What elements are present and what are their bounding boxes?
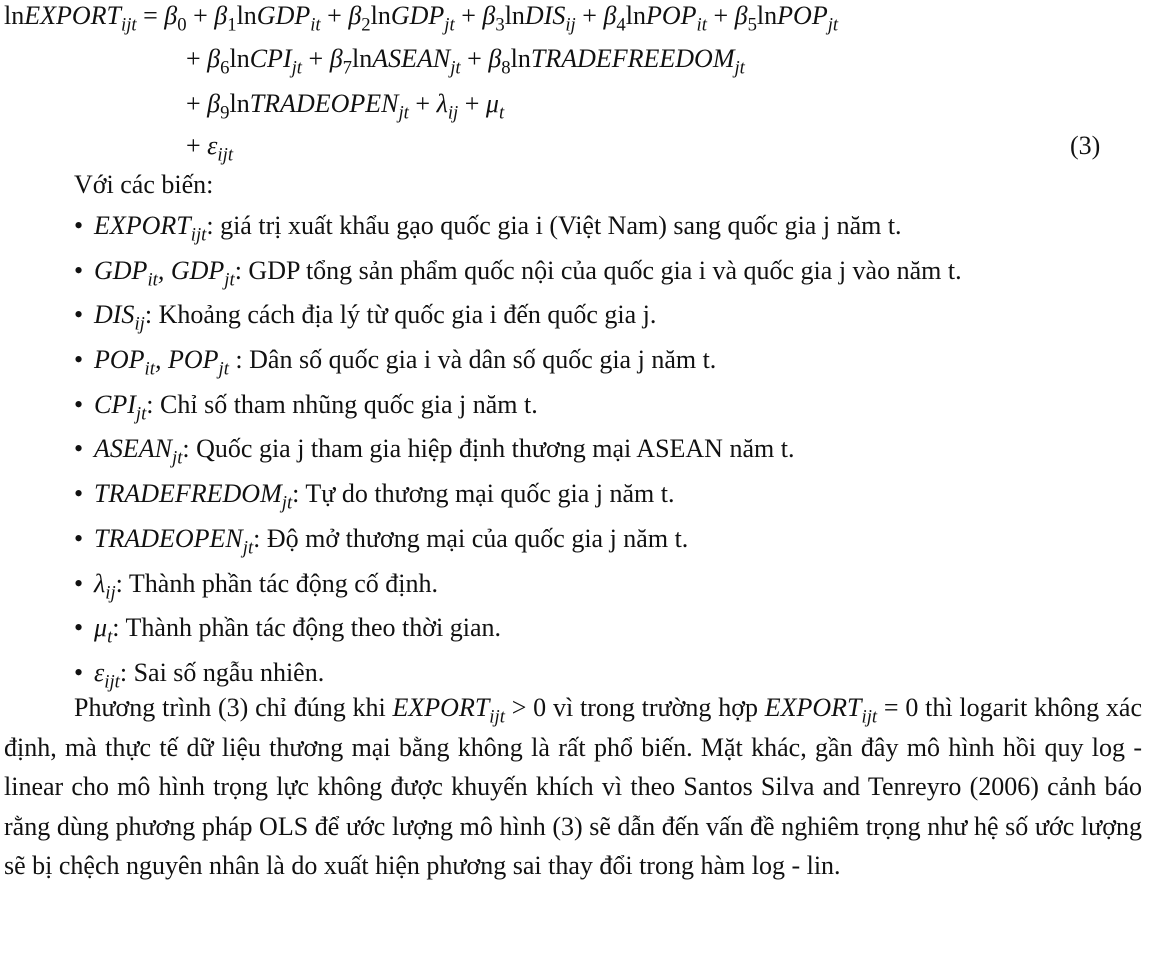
variable-description: : Thành phần tác động cố định. [115,568,438,598]
variable-item [74,568,962,613]
equation-token: β [482,1,496,30]
equation-token: CPI [249,44,292,73]
variable-description: : Sai số ngẫu nhiên. [119,657,325,687]
variable-symbol-token: λ [94,568,106,598]
variable-item [74,523,962,568]
bullet-icon: • [74,613,84,643]
equation-token: TRADEOPEN [249,89,399,118]
variable-item [74,478,962,523]
equation-token: + [575,1,604,30]
equation-token: = [136,1,165,30]
equation-token: it [310,14,321,36]
variable-item [74,344,962,389]
equation-token: + [460,44,489,73]
variable-symbol-token: ij [134,313,145,335]
variable-symbol [94,389,147,425]
variable-item [74,433,962,478]
variable-item [74,255,962,300]
equation-token: β [488,44,502,73]
equation-token: ln [756,1,778,30]
equation-token: it [696,14,707,36]
equation-token: + [706,1,735,30]
equation-token: β [329,44,343,73]
equation-token: + [302,44,330,73]
equation-token: 2 [361,14,371,36]
variable-symbol-token: t [107,626,113,648]
variable-description: : Dân số quốc gia i và dân số quốc gia j năm t. [228,345,717,375]
variable-symbol-token: POP [94,345,145,375]
equation-token: 3 [495,14,505,36]
equation-token: + [320,1,349,30]
variable-symbol-token: GDP [170,255,225,285]
equation-token: ln [229,89,250,118]
equation-token: β [734,1,748,30]
variable-symbol [94,657,120,693]
equation-token: λ [436,89,448,118]
equation-token: 0 [177,14,187,36]
equation-token: + [186,131,208,160]
equation-token: ijt [121,14,137,36]
equation-token: ln [236,1,257,30]
equation-token: + [454,1,483,30]
equation-token: ASEAN [372,44,451,73]
variable-symbol [94,434,183,469]
bullet-icon: • [74,479,84,509]
equation-token: jt [734,57,745,79]
equation-token: β [214,1,228,30]
variable-symbol [94,211,207,246]
variable-symbol-token: POP [167,345,219,375]
variable-symbol [94,255,235,291]
equation-number: (3) [1070,131,1101,160]
variable-symbol [94,300,145,335]
equation-token: jt [398,102,409,124]
variable-symbol [94,568,116,604]
variable-symbol-token: jt [218,358,229,380]
equation-token: ij [447,102,459,124]
equation-token: POP [777,1,828,30]
equation-token: 7 [342,57,352,79]
para-symbol-export-2: $EXPORT_{ijt}$ [764,693,878,728]
variable-item [74,210,962,255]
equation-token: ln [370,1,391,30]
equation-token: 1 [227,14,237,36]
variable-symbol [94,479,293,514]
bullet-icon: • [74,434,84,464]
variable-symbol-token: it [147,269,158,291]
equation-token: POP [645,1,697,30]
variable-symbol-token: , [154,345,168,375]
variable-symbol-token: EXPORT [94,211,191,240]
bullet-icon: • [74,300,84,330]
variable-symbol-token: TRADEOPEN [94,523,243,553]
variable-symbol [94,613,113,648]
variable-symbol-token: jt [281,492,293,514]
equation-token: 5 [747,14,757,36]
equation-token: ln [229,44,250,73]
equation-line-2 [186,43,745,79]
variable-symbol-token: jt [135,403,147,425]
equation-token: GDP [390,1,445,30]
variable-symbol-token: ijt [190,224,207,246]
equation-token: + [186,89,208,118]
variable-symbol-token: ASEAN [94,434,172,464]
equation-token: 6 [220,57,230,79]
variable-description: : Khoảng cách địa lý từ quốc gia i đến quốc gia j. [144,300,657,330]
variable-symbol-token: , [157,255,171,285]
variables-intro: Với các biến: [74,170,214,199]
bullet-icon: • [74,657,84,687]
equation-line-4 [186,130,234,166]
equation-token: 4 [616,14,626,36]
equation-token: β [207,44,221,73]
equation-token: β [207,89,221,118]
equation-token: β [348,1,362,30]
para-symbol-export-1: $EXPORT_{ijt}$ [392,693,505,728]
equation-token: 9 [220,102,230,124]
variable-symbol-token: μ [94,613,108,643]
variable-description: : Tự do thương mại quốc gia j năm t. [292,479,675,509]
equation-line-1 [4,0,839,36]
variable-description: : Chỉ số tham nhũng quốc gia j năm t. [146,389,538,419]
variable-description: : Thành phần tác động theo thời gian. [112,613,502,643]
equation-token: ln [510,44,531,73]
equation-token: β [164,1,178,30]
variable-item [74,389,962,434]
variable-symbol [94,523,254,559]
equation-token: EXPORT [24,1,121,30]
variable-symbol-token: jt [242,537,254,559]
variable-symbol-token: jt [224,269,235,291]
variable-symbol-token: DIS [94,300,135,330]
equation-token: jt [291,57,303,79]
equation-token: + [186,44,208,73]
variable-symbol-token: jt [172,447,183,469]
variable-symbol [94,345,229,380]
variable-description: : Độ mở thương mại của quốc gia j năm t. [253,523,689,553]
bullet-icon: • [74,345,84,375]
equation-token: ε [207,131,218,160]
variable-symbol-token: CPI [94,389,136,419]
variable-item [74,299,962,344]
para-text-2: > 0 vì trong trường hợp [504,693,765,722]
variable-symbol-token: ε [94,657,105,687]
equation-token: 8 [501,57,511,79]
variable-item [74,612,962,657]
equation-token: GDP [256,1,311,30]
equation-token: + [458,89,486,118]
variable-symbol-token: ijt [104,671,120,693]
equation-token: β [603,1,617,30]
bullet-icon: • [74,523,84,553]
variable-symbol-token: it [144,358,155,380]
para-text-1: Phương trình (3) chỉ đúng khi [74,693,393,722]
bullet-icon: • [74,568,84,598]
bullet-icon: • [74,211,84,240]
equation-token: DIS [524,1,566,30]
equation-token: ln [504,1,525,30]
equation-token: μ [485,89,499,118]
variable-list [74,210,962,702]
equation-token: t [498,102,505,124]
equation-token: jt [450,57,461,79]
variable-symbol-token: ij [105,582,116,604]
variable-symbol-token: TRADEFREDOM [94,479,282,509]
equation-line-3 [186,88,505,124]
equation-token: ijt [217,144,234,166]
bullet-icon: • [74,389,84,419]
variable-description: : giá trị xuất khẩu gạo quốc gia i (Việt Nam) sang quốc gia j năm t. [206,211,902,240]
variable-description: : Quốc gia j tham gia hiệp định thương mại ASEAN năm t. [182,434,795,464]
equation-token: ij [565,14,576,36]
equation-token: ln [4,1,25,30]
equation-token: ln [625,1,646,30]
body-paragraph [4,688,1142,886]
variable-symbol-token: GDP [94,255,148,285]
variable-description: : GDP tổng sản phẩm quốc nội của quốc gia i và quốc gia j vào năm t. [234,255,962,285]
equation-token: ln [352,44,373,73]
para-text-3: = 0 thì logarit không xác định, mà thực tế dữ liệu thương mại bằng không là rất phổ biến. Mặt khác, gần đây mô hình hồi quy log - linear cho mô hình trọng lực không được khuyến khích vì theo Santos Silva and Tenreyro (2006) cảnh báo rằng dùng phương pháp OLS để ước lượng mô hình (3) sẽ dẫn đến vấn đề nghiêm trọng như hệ số ước lượng sẽ bị chệch nguyên nhân là do xuất hiện phương sai thay đổi trong hàm log - lin. [4,693,1142,880]
equation-token: jt [444,14,455,36]
equation-token: + [186,1,215,30]
equation-token: jt [827,14,839,36]
bullet-icon: • [74,255,84,285]
equation-token: + [408,89,437,118]
equation-token: TRADEFREEDOM [530,44,735,73]
